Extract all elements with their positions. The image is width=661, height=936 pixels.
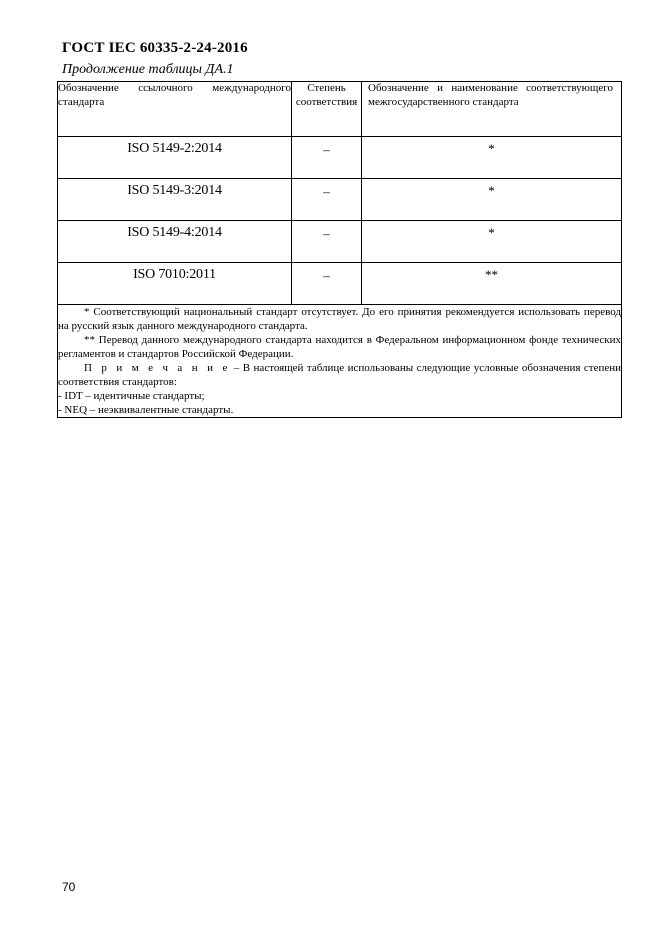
footnote-single-star: * Соответствующий национальный стандарт отсутствует. До его принятия рекомендуется использовать перевод на русский язык данного международного стандарта. — [58, 306, 621, 332]
reference-standard-cell: ISO 7010:2011 — [58, 263, 292, 305]
reference-standard-cell: ISO 5149-4:2014 — [58, 221, 292, 263]
table-notes-row — [58, 305, 622, 418]
degree-cell: – — [292, 263, 362, 305]
legend-idt: - IDT – идентичные стандарты; — [58, 390, 205, 402]
reference-standard-cell: ISO 5149-3:2014 — [58, 179, 292, 221]
table-notes-cell — [58, 305, 622, 418]
degree-cell: – — [292, 179, 362, 221]
column-header-degree: Степень соответствия — [292, 82, 362, 137]
interstate-standard-cell: * — [362, 221, 622, 263]
document-code: ГОСТ IEC 60335-2-24-2016 — [62, 40, 248, 56]
page-number: 70 — [62, 880, 76, 894]
table-row — [58, 221, 622, 263]
footnote-double-star: ** Перевод данного международного стандарта находится в Федеральном информационном фонде технических регламентов и стандартов Российской Федерации. — [58, 334, 621, 360]
note-label: П р и м е ч а н и е — [84, 362, 231, 374]
column-header-interstate-standard: Обозначение и наименование соответствующего межгосударственного стандарта — [362, 82, 622, 137]
table-row — [58, 263, 622, 305]
note-paragraph — [58, 361, 621, 389]
degree-cell: – — [292, 137, 362, 179]
reference-standard-cell: ISO 5149-2:2014 — [58, 137, 292, 179]
standards-table — [57, 81, 622, 418]
interstate-standard-cell: ** — [362, 263, 622, 305]
table-header-row — [58, 82, 622, 137]
column-header-reference-standard: Обозначение ссылочного международного стандарта — [58, 82, 292, 137]
interstate-standard-cell: * — [362, 137, 622, 179]
table-row — [58, 179, 622, 221]
note-text: – В настоящей таблице использованы следующие условные обозначения степени соответствия стандартов: — [58, 362, 621, 388]
degree-cell: – — [292, 221, 362, 263]
interstate-standard-cell: * — [362, 179, 622, 221]
table-row — [58, 137, 622, 179]
table-caption: Продолжение таблицы ДА.1 — [62, 62, 234, 77]
legend-neq: - NEQ – неэквивалентные стандарты. — [58, 404, 234, 416]
